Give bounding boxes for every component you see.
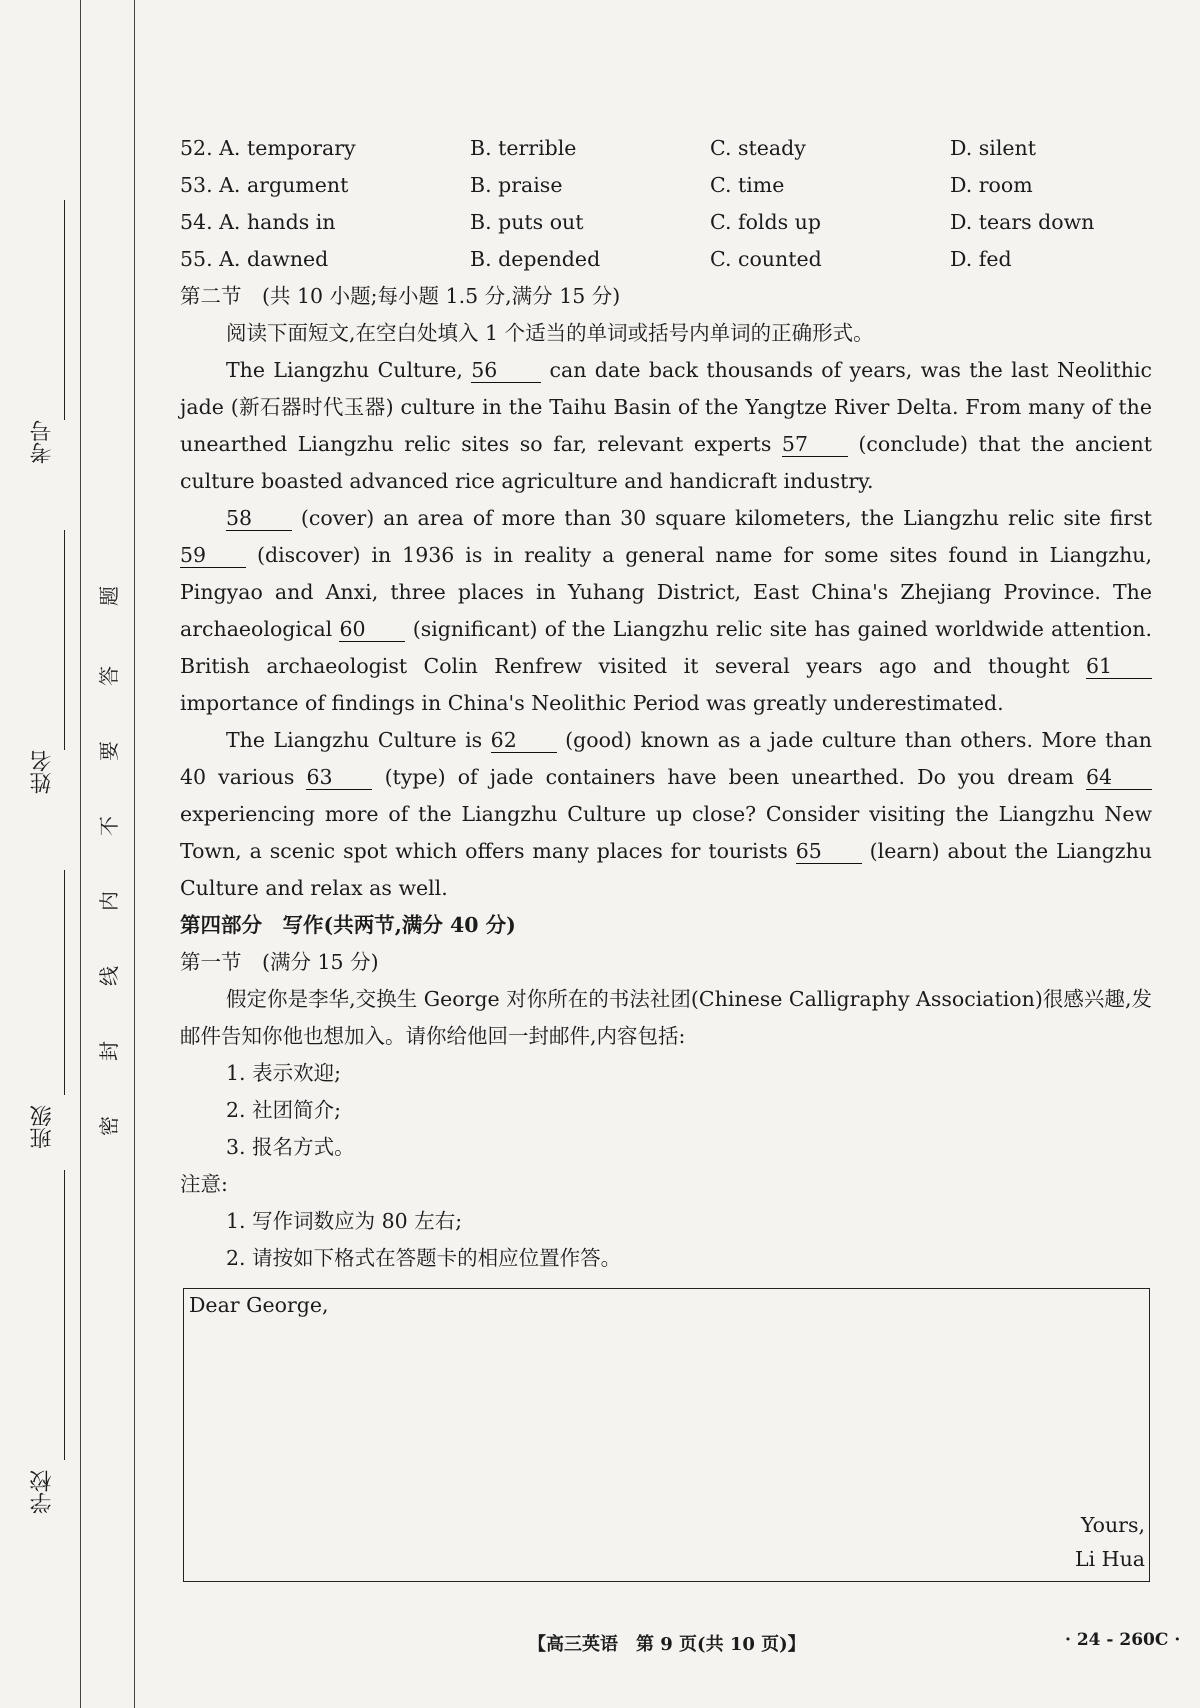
- note-item: 2. 请按如下格式在答题卡的相应位置作答。: [226, 1246, 622, 1270]
- main-content: [180, 130, 1152, 1277]
- school-line: [64, 1170, 65, 1460]
- seal-char: 封: [97, 1041, 121, 1061]
- passage-text: experiencing more of the Liangzhu Culture up close? Consider visiting the Liangzhu New Town, a scenic spot which offers many places for tourists: [180, 802, 1152, 863]
- section2-instruction: 阅读下面短文,在空白处填入 1 个适当的单词或括号内单词的正确形式。: [226, 321, 874, 345]
- seal-char: 题: [97, 586, 121, 606]
- blank-57: 57: [782, 432, 848, 457]
- option-b: B. depended: [470, 247, 601, 271]
- option-row: [180, 130, 1152, 167]
- section2-heading: 第二节 (共 10 小题;每小题 1.5 分,满分 15 分): [180, 284, 621, 308]
- option-row: [180, 241, 1152, 278]
- passage-text: (cover) an area of more than 30 square kilometers, the Liangzhu relic site first: [292, 506, 1152, 530]
- seal-line-text: [94, 0, 124, 1600]
- prompt-item: 1. 表示欢迎;: [226, 1061, 341, 1085]
- letter-closing: Yours,: [1080, 1513, 1145, 1537]
- notes-label: 注意:: [180, 1172, 228, 1196]
- passage-text: The Liangzhu Culture,: [226, 358, 472, 382]
- part4-heading: 第四部分 写作(共两节,满分 40 分): [180, 913, 516, 937]
- option-a: 52. A. temporary: [180, 136, 356, 160]
- letter-signature: Li Hua: [1075, 1547, 1145, 1571]
- passage-paragraph-3: [180, 722, 1152, 907]
- passage-text: (conclude) that the ancient culture boasted advanced rice agriculture and handicraft industry.: [180, 432, 1152, 493]
- passage-text: can date back thousands of years, was the last Neolithic jade (新石器时代玉器) culture in the Taihu Basin of the Yangtze River Delta. From many of the unearthed Liangzhu relic sites so far, relevant experts: [180, 358, 1152, 456]
- option-d: D. fed: [950, 247, 1012, 271]
- blank-62: 62: [491, 728, 557, 753]
- option-a: 53. A. argument: [180, 173, 349, 197]
- option-d: D. silent: [950, 136, 1036, 160]
- option-row: [180, 204, 1152, 241]
- passage-text: (good) known as a jade culture than others. More than 40 various: [180, 728, 1153, 789]
- margin-line-outer: [80, 0, 81, 1708]
- exam-no-label: 考号: [30, 420, 55, 464]
- passage-text: The Liangzhu Culture is: [226, 728, 491, 752]
- school-label: 学校: [30, 1470, 55, 1514]
- blank-60: 60: [339, 617, 405, 642]
- passage-paragraph-1: [180, 352, 1152, 500]
- blank-61: 61: [1086, 654, 1152, 679]
- letter-answer-box[interactable]: [183, 1288, 1150, 1582]
- blank-56: 56: [471, 358, 541, 383]
- part4-section1-heading: 第一节 (满分 15 分): [180, 950, 379, 974]
- seal-char: 密: [97, 1116, 121, 1136]
- blank-58: 58: [226, 506, 292, 531]
- passage-text: (learn) about the Liangzhu Culture and relax as well.: [180, 839, 1152, 900]
- name-line: [64, 530, 65, 750]
- option-c: C. folds up: [710, 210, 821, 234]
- seal-char: 线: [97, 966, 121, 986]
- blank-63: 63: [306, 765, 372, 790]
- blank-65: 65: [796, 839, 862, 864]
- passage-text: (significant) of the Liangzhu relic site has gained worldwide attention. British archaeologist Colin Renfrew visited it several years ago and thought: [180, 617, 1152, 678]
- class-line: [64, 870, 65, 1095]
- passage-text: (discover) in 1936 is in reality a general name for some sites found in Liangzhu, Pingyao and Anxi, three places in Yuhang District, East China's Zhejiang Province. The archaeological: [180, 543, 1152, 641]
- option-b: B. puts out: [470, 210, 584, 234]
- option-a: 55. A. dawned: [180, 247, 329, 271]
- seal-char: 不: [97, 816, 121, 836]
- seal-char: 要: [97, 741, 121, 761]
- passage-text: importance of findings in China's Neolithic Period was greatly underestimated.: [180, 691, 1004, 715]
- option-d: D. tears down: [950, 210, 1095, 234]
- option-b: B. terrible: [470, 136, 577, 160]
- option-c: C. steady: [710, 136, 806, 160]
- passage-text: (type) of jade containers have been unearthed. Do you dream: [372, 765, 1087, 789]
- page-footer: 【高三英语 第 9 页(共 10 页)】: [528, 1634, 806, 1655]
- class-label: 班级: [30, 1105, 55, 1149]
- seal-char: 内: [97, 891, 121, 911]
- seal-char: 答: [97, 666, 121, 686]
- letter-greeting: Dear George,: [189, 1293, 329, 1317]
- option-c: C. counted: [710, 247, 822, 271]
- prompt-item: 3. 报名方式。: [226, 1135, 355, 1159]
- exam-no-line: [64, 200, 65, 420]
- blank-64: 64: [1086, 765, 1152, 790]
- option-a: 54. A. hands in: [180, 210, 336, 234]
- option-d: D. room: [950, 173, 1033, 197]
- blank-59: 59: [180, 543, 246, 568]
- paper-code: · 24 - 260C ·: [1065, 1630, 1181, 1650]
- option-b: B. praise: [470, 173, 563, 197]
- passage-paragraph-2: [180, 500, 1152, 722]
- writing-prompt: 假定你是李华,交换生 George 对你所在的书法社团(Chinese Calligraphy Association)很感兴趣,发邮件告知你他也想加入。请你给他回一封邮件,内容包括:: [180, 987, 1152, 1048]
- margin-line-inner: [134, 0, 135, 1708]
- prompt-item: 2. 社团简介;: [226, 1098, 341, 1122]
- name-label: 姓名: [30, 750, 55, 794]
- option-row: [180, 167, 1152, 204]
- option-c: C. time: [710, 173, 785, 197]
- note-item: 1. 写作词数应为 80 左右;: [226, 1209, 463, 1233]
